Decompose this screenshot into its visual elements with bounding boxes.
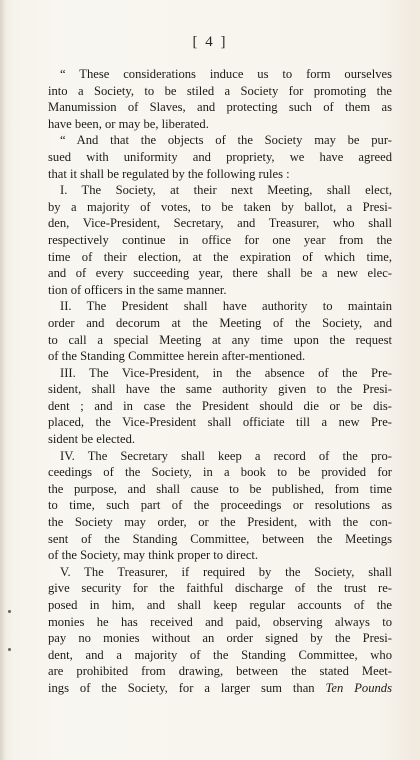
text-line — [48, 315, 392, 332]
text-line-content: that it shall be regulated by the following rules : — [48, 166, 290, 181]
margin-dot — [8, 648, 11, 651]
text-line — [48, 66, 392, 83]
text-line-content: sident be elected. — [48, 432, 136, 447]
text-line — [48, 348, 392, 365]
text-line — [48, 680, 392, 697]
text-line — [48, 630, 392, 647]
text-line-content: II. The President shall have authority to maintain — [60, 299, 392, 314]
text-line-content: sued with uniformity and propriety, we have agreed — [48, 149, 392, 164]
text-line — [48, 116, 392, 133]
text-line-content: tion of officers in the same manner. — [48, 282, 227, 297]
text-line — [48, 547, 392, 564]
text-line — [48, 83, 392, 100]
text-line-content: den, Vice-President, Secretary, and Treasurer, who shall — [48, 216, 392, 231]
text-line-content: IV. The Secretary shall keep a record of the pro- — [60, 448, 392, 463]
text-line-content: dent ; and in case the President should die or be dis- — [48, 398, 392, 413]
text-line-content: of the Society, may think proper to direct. — [48, 548, 259, 563]
text-line-content: III. The Vice-President, in the absence of the Pre- — [60, 365, 392, 380]
text-line — [48, 182, 392, 199]
text-line — [48, 514, 392, 531]
text-line — [48, 298, 392, 315]
text-line — [48, 166, 392, 183]
page-gutter-shadow — [0, 0, 6, 760]
text-line — [48, 398, 392, 415]
text-line-content: V. The Treasurer, if required by the Society, shall — [60, 564, 392, 579]
text-line — [48, 132, 392, 149]
text-line-content: respectively continue in office for one year from the — [48, 232, 392, 247]
text-line-content: time of their election, at the expiration of which time, — [48, 249, 392, 264]
text-line — [48, 265, 392, 282]
text-line-content: “ And that the objects of the Society may be pur- — [60, 133, 392, 148]
text-line — [48, 431, 392, 448]
text-line-content: Manumission of Slaves, and protecting such of them as — [48, 100, 392, 115]
text-line — [48, 564, 392, 581]
text-line — [48, 249, 392, 266]
text-line — [48, 647, 392, 664]
text-line-content: “ These considerations induce us to form ourselves — [60, 67, 392, 81]
text-line — [48, 663, 392, 680]
text-line — [48, 481, 392, 498]
text-line-content: the Society may order, or the President, with the con- — [48, 515, 392, 530]
text-line — [48, 531, 392, 548]
text-line-content: pay no monies without an order signed by the Presi- — [48, 631, 392, 646]
text-line — [48, 232, 392, 249]
body-text — [48, 66, 392, 697]
text-line-content: into a Society, to be stiled a Society for promoting the — [48, 83, 392, 98]
text-line — [48, 282, 392, 299]
text-line-content: and of every succeeding year, there shall be a new elec- — [48, 266, 392, 281]
text-line — [48, 497, 392, 514]
text-line-content: by a majority of votes, to be taken by ballot, a Presi- — [48, 199, 392, 214]
text-line — [48, 614, 392, 631]
text-line-content: give security for the faithful discharge of the trust re- — [48, 581, 392, 596]
text-line-content: I. The Society, at their next Meeting, shall elect, — [60, 183, 392, 198]
text-line — [48, 215, 392, 232]
text-line-content: the purpose, and shall cause to be published, from time — [48, 481, 392, 496]
text-line — [48, 580, 392, 597]
text-line-content: order and decorum at the Meeting of the Society, and — [48, 315, 392, 330]
text-line-content: to call a special Meeting at any time upon the request — [48, 332, 392, 347]
text-line-content: sent of the Standing Committee, between the Meetings — [48, 531, 392, 546]
text-line-content: ings of the Society, for a larger sum than — [48, 680, 315, 695]
text-line-content: dent, and a majority of the Standing Committee, who — [48, 647, 392, 662]
text-line — [48, 464, 392, 481]
text-line — [48, 332, 392, 349]
text-line-content: have been, or may be, liberated. — [48, 116, 209, 131]
text-line — [48, 414, 392, 431]
italic-amount: Ten Pounds — [325, 680, 392, 695]
text-line-content: to time, such part of the proceedings or resolutions as — [48, 498, 392, 513]
text-line — [48, 381, 392, 398]
text-line — [48, 149, 392, 166]
text-line-content: placed, the Vice-President shall officiate till a new Pre- — [48, 415, 392, 430]
text-line-content: posed in him, and shall keep regular accounts of the — [48, 598, 392, 612]
text-line-content: monies he has received and paid, observing always to — [48, 614, 392, 629]
text-line — [48, 199, 392, 216]
text-line — [48, 99, 392, 116]
text-line-content: ceedings of the Society, in a book to be provided for — [48, 465, 392, 480]
text-line-content: are prohibited from drawing, between the stated Meet- — [48, 664, 392, 679]
text-line — [48, 597, 392, 614]
text-line-content: of the Standing Committee herein after-mentioned. — [48, 349, 306, 364]
text-line — [48, 448, 392, 465]
page-number: [ 4 ] — [192, 34, 228, 50]
text-line — [48, 365, 392, 382]
margin-dot — [8, 610, 11, 613]
text-line-content: sident, shall have the same authority given to the Presi- — [48, 382, 392, 397]
